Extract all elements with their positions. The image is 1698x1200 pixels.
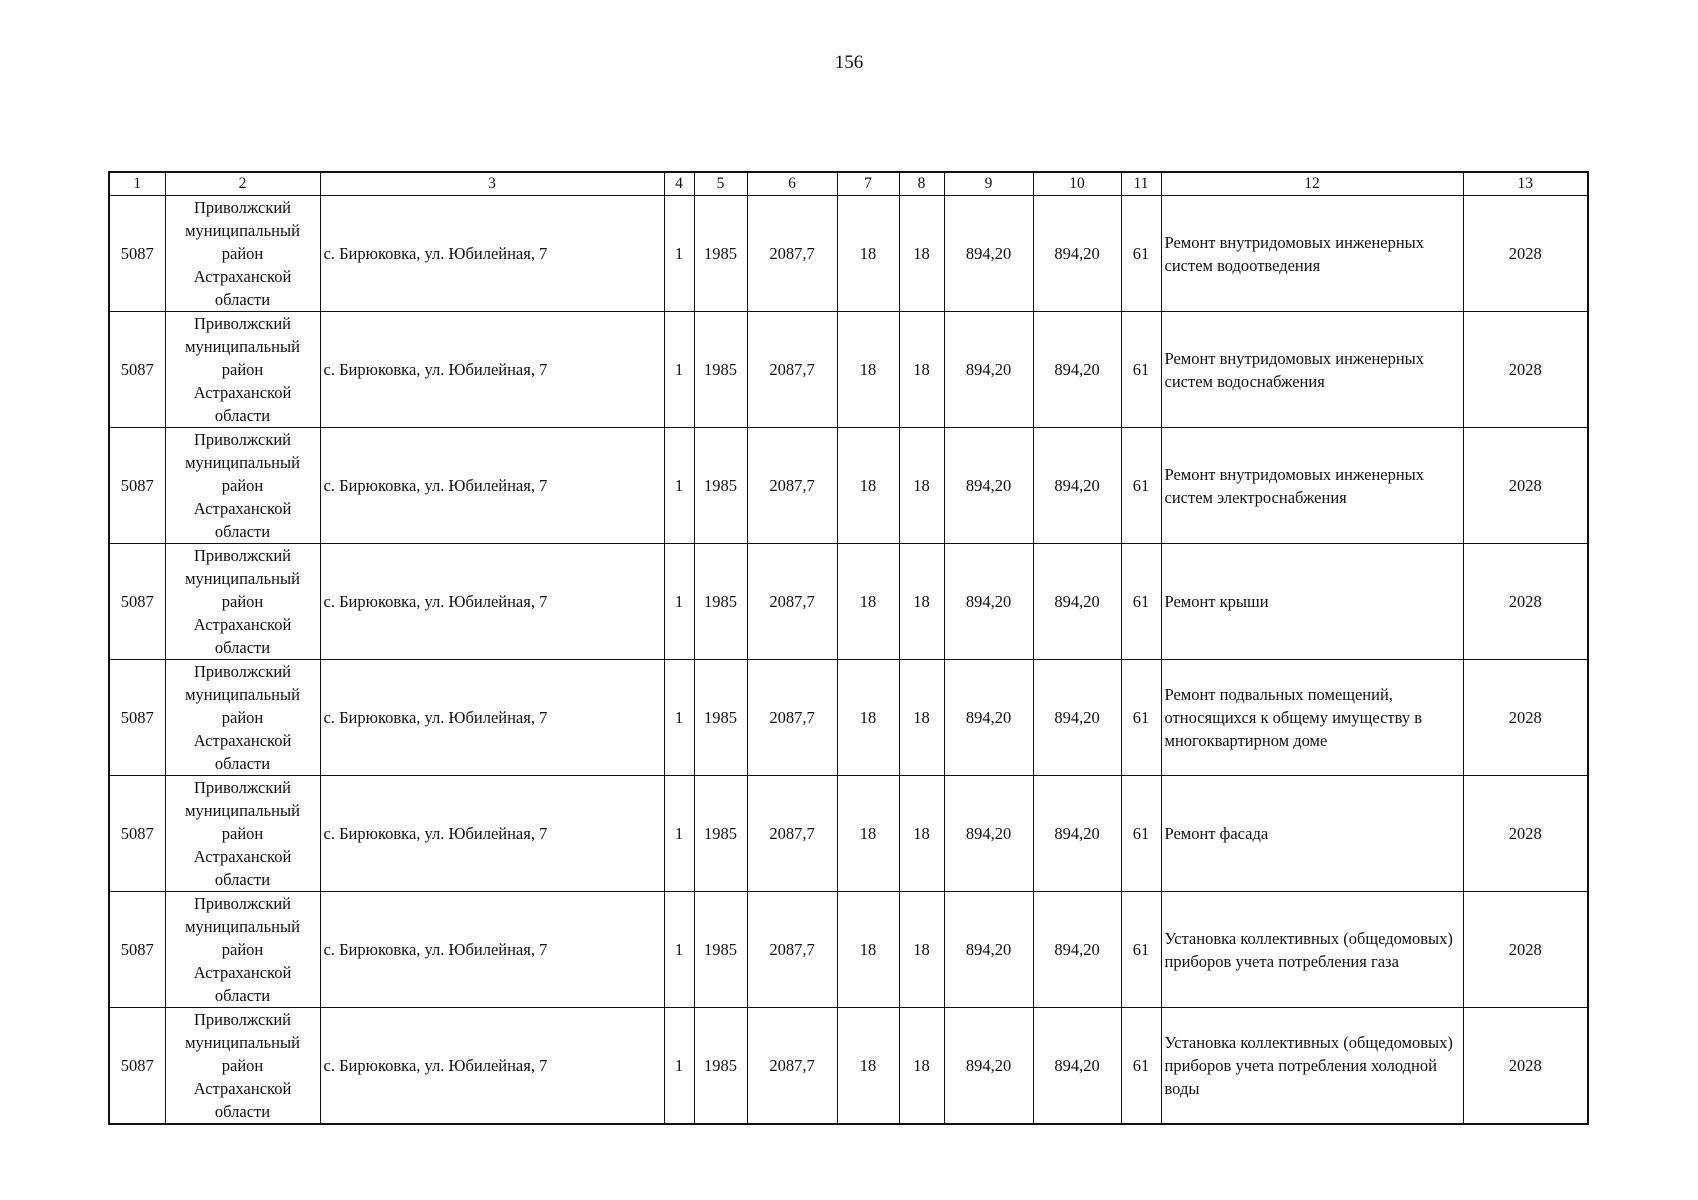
- district-cell: [165, 312, 320, 428]
- object-id-cell: 5087: [109, 1008, 165, 1125]
- plan-year-cell: 2028: [1463, 660, 1588, 776]
- col7-cell: 18: [837, 776, 899, 892]
- area-cell: 2087,7: [747, 196, 837, 312]
- address-cell: с. Бирюковка, ул. Юбилейная, 7: [320, 544, 664, 660]
- column-header-8: 8: [899, 172, 944, 196]
- district-cell: [165, 1008, 320, 1125]
- capital-repair-table: [108, 171, 1589, 1125]
- col11-cell: 61: [1121, 1008, 1161, 1125]
- address-cell: с. Бирюковка, ул. Юбилейная, 7: [320, 1008, 664, 1125]
- district-line: Астраханской: [193, 267, 292, 286]
- col10-cell: 894,20: [1033, 544, 1121, 660]
- address-cell: с. Бирюковка, ул. Юбилейная, 7: [320, 892, 664, 1008]
- column-header-1: 1: [109, 172, 165, 196]
- year-built-cell: 1985: [694, 196, 747, 312]
- col8-cell: 18: [899, 544, 944, 660]
- district-line: Астраханской: [193, 963, 292, 982]
- work-type-cell: Ремонт внутридомовых инженерных систем водоснабжения: [1161, 312, 1463, 428]
- work-type-cell: Ремонт подвальных помещений, относящихся к общему имуществу в многоквартирном доме: [1161, 660, 1463, 776]
- district-cell: [165, 428, 320, 544]
- column-header-7: 7: [837, 172, 899, 196]
- district-line: Приволжский: [193, 546, 292, 565]
- district-cell: [165, 660, 320, 776]
- col4-cell: 1: [664, 196, 694, 312]
- year-built-cell: 1985: [694, 776, 747, 892]
- object-id-cell: 5087: [109, 196, 165, 312]
- table-row: [109, 892, 1588, 1008]
- col11-cell: 61: [1121, 892, 1161, 1008]
- page-number: 156: [834, 52, 864, 73]
- column-header-10: 10: [1033, 172, 1121, 196]
- col9-cell: 894,20: [944, 196, 1033, 312]
- plan-year-cell: 2028: [1463, 776, 1588, 892]
- district-cell: [165, 196, 320, 312]
- area-cell: 2087,7: [747, 892, 837, 1008]
- col7-cell: 18: [837, 544, 899, 660]
- col8-cell: 18: [899, 892, 944, 1008]
- col4-cell: 1: [664, 544, 694, 660]
- area-cell: 2087,7: [747, 1008, 837, 1125]
- column-number-row: [109, 172, 1588, 196]
- col10-cell: 894,20: [1033, 892, 1121, 1008]
- object-id-cell: 5087: [109, 544, 165, 660]
- area-cell: 2087,7: [747, 544, 837, 660]
- district-line: муниципальный: [185, 1033, 300, 1052]
- district-line: район: [221, 476, 264, 495]
- col7-cell: 18: [837, 196, 899, 312]
- col9-cell: 894,20: [944, 1008, 1033, 1125]
- plan-year-cell: 2028: [1463, 428, 1588, 544]
- col11-cell: 61: [1121, 660, 1161, 776]
- district-line: Астраханской: [193, 383, 292, 402]
- address-cell: с. Бирюковка, ул. Юбилейная, 7: [320, 312, 664, 428]
- col4-cell: 1: [664, 428, 694, 544]
- column-header-6: 6: [747, 172, 837, 196]
- district-line: Астраханской: [193, 847, 292, 866]
- area-cell: 2087,7: [747, 312, 837, 428]
- col10-cell: 894,20: [1033, 660, 1121, 776]
- address-cell: с. Бирюковка, ул. Юбилейная, 7: [320, 196, 664, 312]
- district-line: муниципальный: [185, 917, 300, 936]
- plan-year-cell: 2028: [1463, 196, 1588, 312]
- table-row: [109, 196, 1588, 312]
- district-line: Приволжский: [193, 198, 292, 217]
- col9-cell: 894,20: [944, 892, 1033, 1008]
- col4-cell: 1: [664, 776, 694, 892]
- district-line: Приволжский: [193, 778, 292, 797]
- object-id-cell: 5087: [109, 428, 165, 544]
- district-line: Астраханской: [193, 731, 292, 750]
- col10-cell: 894,20: [1033, 1008, 1121, 1125]
- col8-cell: 18: [899, 428, 944, 544]
- object-id-cell: 5087: [109, 660, 165, 776]
- work-type-cell: Ремонт внутридомовых инженерных систем электроснабжения: [1161, 428, 1463, 544]
- table-row: [109, 660, 1588, 776]
- district-cell: [165, 892, 320, 1008]
- object-id-cell: 5087: [109, 892, 165, 1008]
- col10-cell: 894,20: [1033, 776, 1121, 892]
- col11-cell: 61: [1121, 428, 1161, 544]
- col8-cell: 18: [899, 312, 944, 428]
- col10-cell: 894,20: [1033, 196, 1121, 312]
- district-line: муниципальный: [185, 801, 300, 820]
- table-row: [109, 428, 1588, 544]
- col9-cell: 894,20: [944, 660, 1033, 776]
- col7-cell: 18: [837, 1008, 899, 1125]
- table-row: [109, 544, 1588, 660]
- col4-cell: 1: [664, 312, 694, 428]
- district-line: Приволжский: [193, 430, 292, 449]
- table-body: [109, 196, 1588, 1125]
- col8-cell: 18: [899, 660, 944, 776]
- work-type-cell: Установка коллективных (общедомовых) приборов учета потребления холодной воды: [1161, 1008, 1463, 1125]
- col11-cell: 61: [1121, 544, 1161, 660]
- district-cell: [165, 544, 320, 660]
- column-header-13: 13: [1463, 172, 1588, 196]
- col11-cell: 61: [1121, 312, 1161, 428]
- col7-cell: 18: [837, 312, 899, 428]
- col10-cell: 894,20: [1033, 312, 1121, 428]
- col11-cell: 61: [1121, 196, 1161, 312]
- year-built-cell: 1985: [694, 892, 747, 1008]
- year-built-cell: 1985: [694, 312, 747, 428]
- district-line: Приволжский: [193, 314, 292, 333]
- plan-year-cell: 2028: [1463, 544, 1588, 660]
- district-line: Приволжский: [193, 894, 292, 913]
- column-header-3: 3: [320, 172, 664, 196]
- col4-cell: 1: [664, 892, 694, 1008]
- address-cell: с. Бирюковка, ул. Юбилейная, 7: [320, 776, 664, 892]
- column-header-4: 4: [664, 172, 694, 196]
- plan-year-cell: 2028: [1463, 312, 1588, 428]
- district-line: район: [221, 824, 264, 843]
- district-line: Астраханской: [193, 1079, 292, 1098]
- year-built-cell: 1985: [694, 428, 747, 544]
- district-line: район: [221, 360, 264, 379]
- col9-cell: 894,20: [944, 776, 1033, 892]
- district-line: области: [214, 870, 271, 889]
- work-type-cell: Ремонт фасада: [1161, 776, 1463, 892]
- district-line: муниципальный: [185, 453, 300, 472]
- table-row: [109, 1008, 1588, 1125]
- district-line: муниципальный: [185, 337, 300, 356]
- address-cell: с. Бирюковка, ул. Юбилейная, 7: [320, 428, 664, 544]
- col4-cell: 1: [664, 1008, 694, 1125]
- col7-cell: 18: [837, 660, 899, 776]
- col9-cell: 894,20: [944, 428, 1033, 544]
- object-id-cell: 5087: [109, 776, 165, 892]
- table-row: [109, 312, 1588, 428]
- plan-year-cell: 2028: [1463, 892, 1588, 1008]
- district-line: район: [221, 940, 264, 959]
- col9-cell: 894,20: [944, 544, 1033, 660]
- work-type-cell: Ремонт внутридомовых инженерных систем водоотведения: [1161, 196, 1463, 312]
- district-line: области: [214, 290, 271, 309]
- col7-cell: 18: [837, 428, 899, 544]
- work-type-cell: Установка коллективных (общедомовых) приборов учета потребления газа: [1161, 892, 1463, 1008]
- district-line: Приволжский: [193, 1010, 292, 1029]
- district-cell: [165, 776, 320, 892]
- year-built-cell: 1985: [694, 1008, 747, 1125]
- table-row: [109, 776, 1588, 892]
- district-line: области: [214, 406, 271, 425]
- district-line: области: [214, 522, 271, 541]
- year-built-cell: 1985: [694, 544, 747, 660]
- district-line: муниципальный: [185, 569, 300, 588]
- district-line: Приволжский: [193, 662, 292, 681]
- col4-cell: 1: [664, 660, 694, 776]
- column-header-9: 9: [944, 172, 1033, 196]
- column-header-12: 12: [1161, 172, 1463, 196]
- column-header-2: 2: [165, 172, 320, 196]
- district-line: области: [214, 754, 271, 773]
- district-line: Астраханской: [193, 499, 292, 518]
- col11-cell: 61: [1121, 776, 1161, 892]
- col10-cell: 894,20: [1033, 428, 1121, 544]
- col8-cell: 18: [899, 776, 944, 892]
- district-line: муниципальный: [185, 685, 300, 704]
- area-cell: 2087,7: [747, 660, 837, 776]
- year-built-cell: 1985: [694, 660, 747, 776]
- col7-cell: 18: [837, 892, 899, 1008]
- district-line: области: [214, 638, 271, 657]
- col9-cell: 894,20: [944, 312, 1033, 428]
- district-line: район: [221, 244, 264, 263]
- col8-cell: 18: [899, 196, 944, 312]
- district-line: Астраханской: [193, 615, 292, 634]
- column-header-5: 5: [694, 172, 747, 196]
- column-header-11: 11: [1121, 172, 1161, 196]
- work-type-cell: Ремонт крыши: [1161, 544, 1463, 660]
- object-id-cell: 5087: [109, 312, 165, 428]
- district-line: области: [214, 1102, 271, 1121]
- district-line: район: [221, 1056, 264, 1075]
- district-line: район: [221, 592, 264, 611]
- address-cell: с. Бирюковка, ул. Юбилейная, 7: [320, 660, 664, 776]
- district-line: муниципальный: [185, 221, 300, 240]
- district-line: области: [214, 986, 271, 1005]
- col8-cell: 18: [899, 1008, 944, 1125]
- table-header: [109, 172, 1588, 196]
- plan-year-cell: 2028: [1463, 1008, 1588, 1125]
- district-line: район: [221, 708, 264, 727]
- area-cell: 2087,7: [747, 428, 837, 544]
- area-cell: 2087,7: [747, 776, 837, 892]
